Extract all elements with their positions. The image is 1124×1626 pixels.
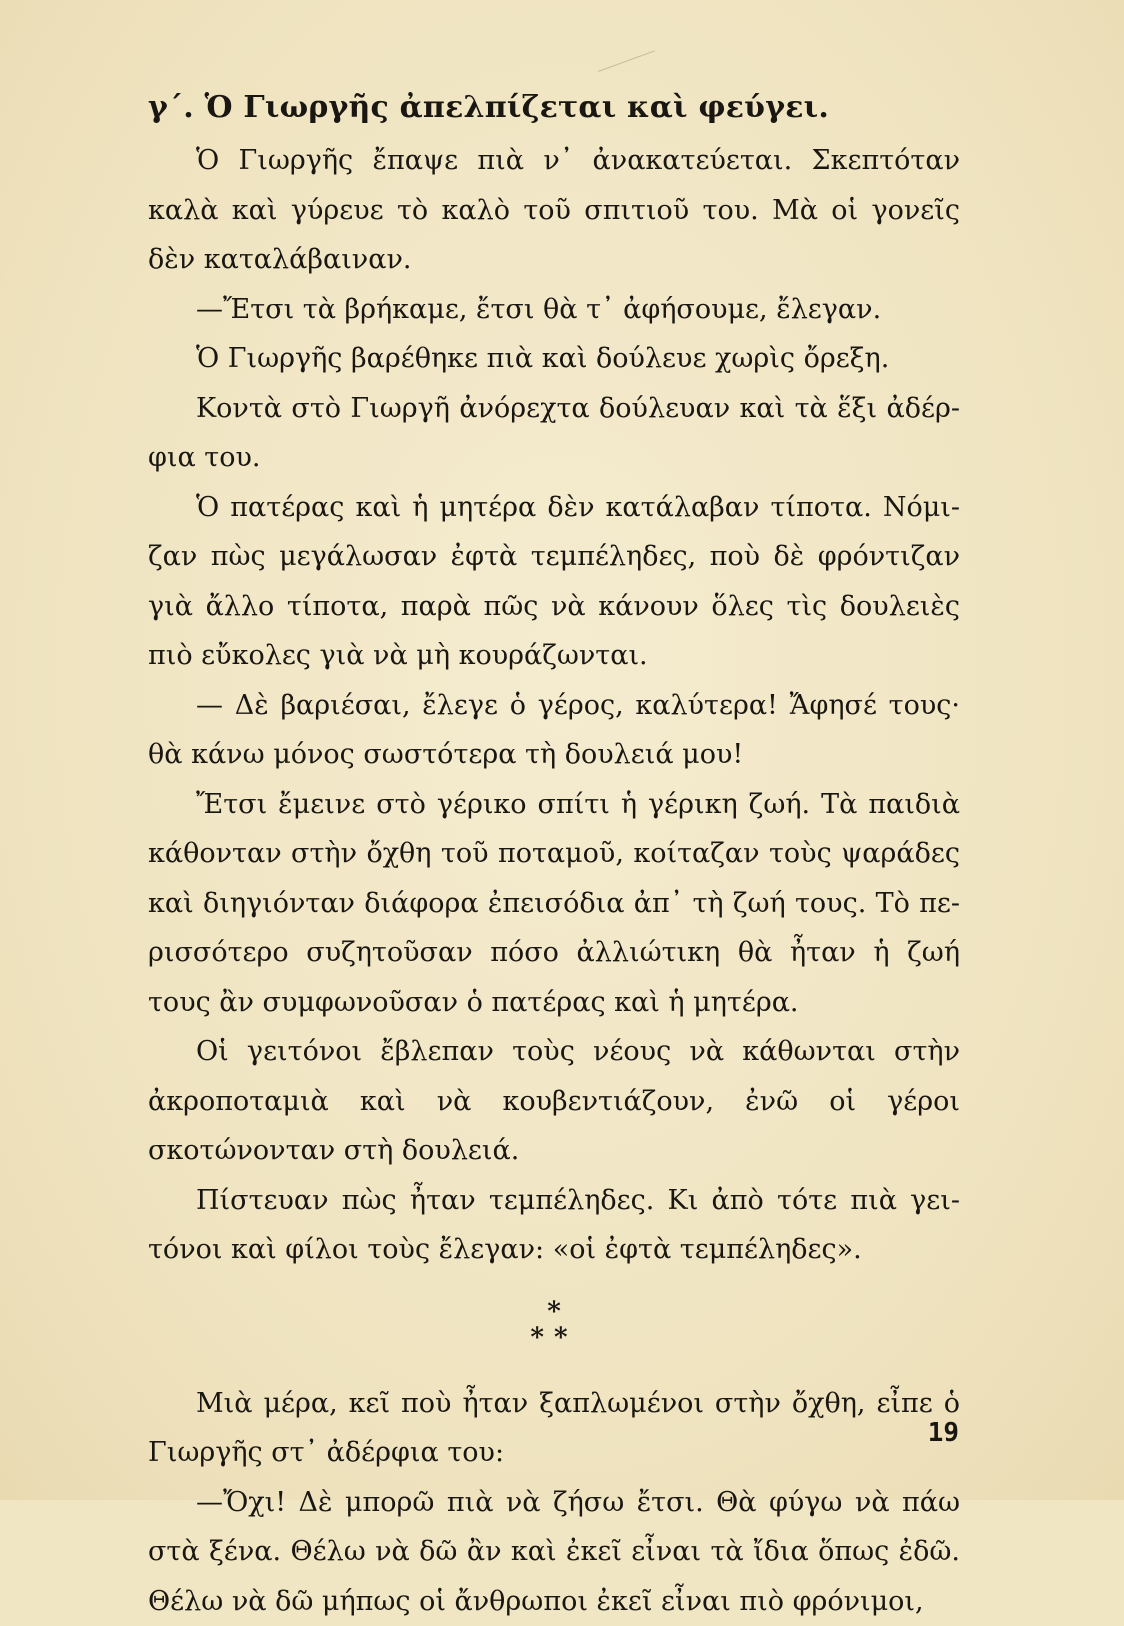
paragraph: Ὁ Γιωργῆς ἔπαψε πιὰ ν᾿ ἀνακατεύεται. Σκεπτόταν καλὰ καὶ γύρευε τὸ καλὸ τοῦ σπιτιοῦ του. Μὰ οἱ γονεῖς δὲν καταλάβαιναν. <box>148 136 960 285</box>
paragraph: Ὁ Γιωργῆς βαρέθηκε πιὰ καὶ δούλευε χωρὶς ὄρεξη. <box>148 334 960 384</box>
section-separator <box>148 1299 960 1351</box>
paragraph: — Δὲ βαριέσαι, ἔλεγε ὁ γέρος, καλύτερα! Ἄφησέ τους· θὰ κάνω μόνος σωστότερα τὴ δουλειά μου! <box>148 681 960 780</box>
paragraph: —Ἔτσι τὰ βρήκαμε, ἔτσι θὰ τ᾿ ἀφήσουμε, ἔλεγαν. <box>148 285 960 335</box>
page-text <box>148 82 960 1626</box>
separator-star: * <box>148 1299 960 1325</box>
section-heading: γ΄. Ὁ Γιωργῆς ἀπελπίζεται καὶ φεύγει. <box>148 82 960 134</box>
paragraph: Κοντὰ στὸ Γιωργῆ ἀνόρεχτα δούλευαν καὶ τὰ ἕξι ἀδέρφια του. <box>148 384 960 483</box>
separator-stars: ** <box>148 1325 960 1351</box>
paragraph: Πίστευαν πὼς ἦταν τεμπέληδες. Κι ἀπὸ τότε πιὰ γειτόνοι καὶ φίλοι τοὺς ἔλεγαν: «οἱ ἐφτὰ τεμπέληδες». <box>148 1176 960 1275</box>
page-number: 19 <box>928 1418 959 1448</box>
paragraph: Οἱ γειτόνοι ἔβλεπαν τοὺς νέους νὰ κάθωνται στὴν ἀκροποταμιὰ καὶ νὰ κουβεντιάζουν, ἐνῶ οἱ γέροι σκοτώνονταν στὴ δουλειά. <box>148 1027 960 1176</box>
paragraph: —Ὄχι! Δὲ μπορῶ πιὰ νὰ ζήσω ἔτσι. Θὰ φύγω νὰ πάω στὰ ξένα. Θέλω νὰ δῶ ἂν καὶ ἐκεῖ εἶναι τὰ ἴδια ὅπως ἐδῶ. Θέλω νὰ δῶ μήπως οἱ ἄνθρωποι ἐκεῖ εἶναι πιὸ φρόνιμοι, <box>148 1478 960 1626</box>
paragraph: Ἔτσι ἔμεινε στὸ γέρικο σπίτι ἡ γέρικη ζωή. Τὰ παιδιὰ κάθονταν στὴν ὄχθη τοῦ ποταμοῦ, κοίταζαν τοὺς ψαράδες καὶ διηγιόνταν διάφορα ἐπεισόδια ἀπ᾿ τὴ ζωή τους. Τὸ περισσότερο συζητοῦσαν πόσο ἀλλιώτικη θὰ ἦταν ἡ ζωή τους ἂν συμφωνοῦσαν ὁ πατέρας καὶ ἡ μητέρα. <box>148 780 960 1028</box>
paragraph: Ὁ πατέρας καὶ ἡ μητέρα δὲν κατάλαβαν τίποτα. Νόμιζαν πὼς μεγάλωσαν ἐφτὰ τεμπέληδες, ποὺ δὲ φρόντιζαν γιὰ ἄλλο τίποτα, παρὰ πῶς νὰ κάνουν ὅλες τὶς δουλειὲς πιὸ εὔκολες γιὰ νὰ μὴ κουράζωνται. <box>148 483 960 681</box>
paragraph: Μιὰ μέρα, κεῖ ποὺ ἦταν ξαπλωμένοι στὴν ὄχθη, εἶπε ὁ Γιωργῆς στ᾿ ἀδέρφια του: <box>148 1379 960 1478</box>
